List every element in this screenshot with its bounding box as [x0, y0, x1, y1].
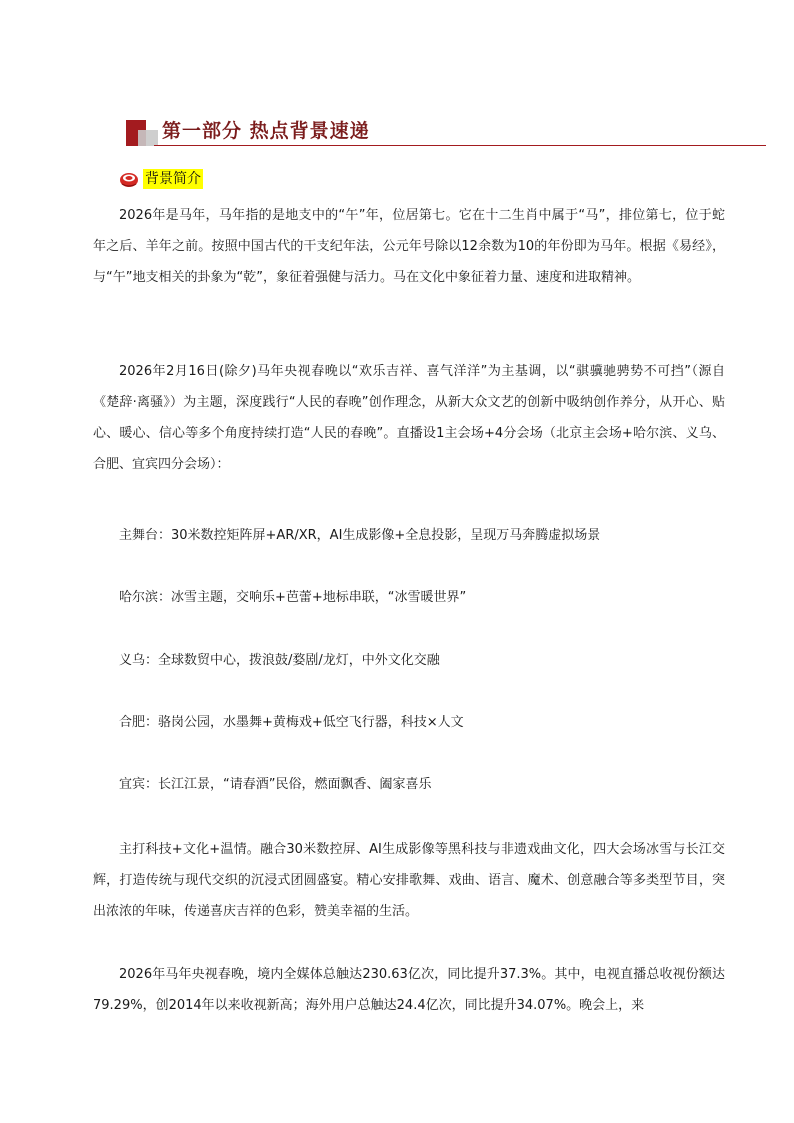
- venue-item-yibin: 宜宾：长江江景，“请春酒”民俗，燃面飘香、阖家喜乐: [119, 777, 432, 792]
- paragraph-summary: 主打科技+文化+温情。融合30米数控屏、AI生成影像等黑科技与非遗戏曲文化，四大会场冰雪与长江交辉，打造传统与现代交织的沉浸式团圆盛宴。精心安排歌舞、戏曲、语言、魔术、创意融合等多类型节目，突出浓浓的年味，传递喜庆吉祥的色彩，赞美幸福的生活。: [93, 842, 725, 919]
- venue-item-yiwu: 义乌：全球数贸中心，拨浪鼓/婺剧/龙灯，中外文化交融: [119, 653, 440, 668]
- subheading: [119, 168, 203, 190]
- section-marker-icon: [126, 120, 158, 146]
- section-header: [126, 118, 766, 146]
- red-cloud-badge-icon: [119, 169, 139, 189]
- paragraph-gala: 2026年2月16日(除夕)马年央视春晚以“欢乐吉祥、喜气洋洋”为主基调，以“骐骥驰骋势不可挡”（源自《楚辞·离骚》）为主题，深度践行“人民的春晚”创作理念，从新大众文艺的创新中吸纳创作养分，从开心、贴心、暖心、信心等多个角度持续打造“人民的春晚”。直播设1主会场+4分会场（北京主会场+哈尔滨、义乌、合肥、宜宾四分会场）：: [93, 364, 725, 472]
- subheading-label: 背景简介: [145, 171, 201, 187]
- paragraph-ratings: 2026年马年央视春晚，境内全媒体总触达230.63亿次，同比提升37.3%。其中，电视直播总收视份额达79.29%，创2014年以来收视新高；海外用户总触达24.4亿次，同比提升34.07%。晚会上，来: [93, 967, 725, 1013]
- venue-item-main-stage: 主舞台：30米数控矩阵屏+AR/XR，AI生成影像+全息投影，呈现万马奔腾虚拟场景: [119, 528, 601, 543]
- paragraph-intro: 2026年是马年，马年指的是地支中的“午”年，位居第七。它在十二生肖中属于“马”，排位第七，位于蛇年之后、羊年之前。按照中国古代的干支纪年法，公元年号除以12余数为10的年份即为马年。根据《易经》，与“午”地支相关的卦象为“乾”，象征着强健与活力。马在文化中象征着力量、速度和进取精神。: [93, 208, 725, 285]
- venue-item-harbin: 哈尔滨：冰雪主题，交响乐+芭蕾+地标串联，“冰雪暖世界”: [119, 590, 467, 605]
- section-divider: [154, 145, 766, 146]
- section-title: 第一部分 热点背景速递: [162, 120, 370, 142]
- venue-item-hefei: 合肥：骆岗公园，水墨舞+黄梅戏+低空飞行器，科技×人文: [119, 715, 464, 730]
